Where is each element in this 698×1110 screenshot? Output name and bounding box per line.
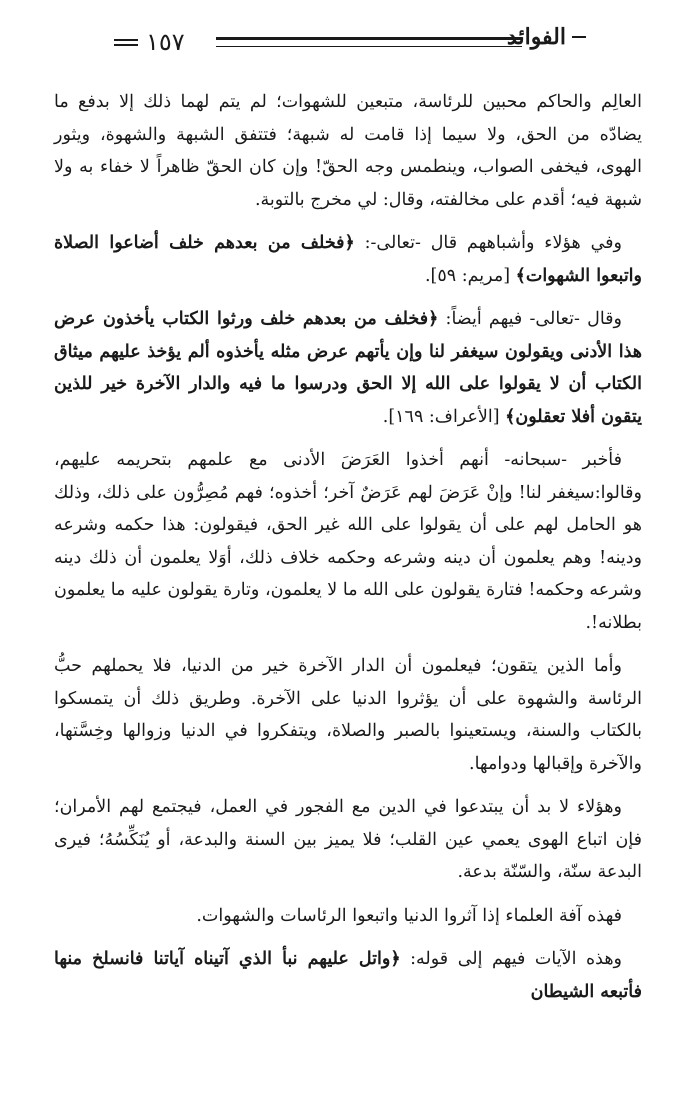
paragraph-text: وقال -تعالى- فيهم أيضاً: xyxy=(438,309,622,329)
paragraph xyxy=(54,444,642,639)
page-header xyxy=(54,0,642,64)
paragraph xyxy=(54,791,642,889)
paragraph-text: وفي هؤلاء وأشباههم قال -تعالى-: xyxy=(354,233,622,253)
page-body xyxy=(54,86,642,1019)
title-dash-ornament xyxy=(572,36,586,38)
quran-verse: ﴿فخلف من بعدهم خلف أضاعوا الصلاة واتبعوا الشهوات﴾ xyxy=(54,233,642,286)
paragraph-text: وأما الذين يتقون؛ فيعلمون أن الدار الآخرة خير من الدنيا، فلا يحملهم حبُّ الرئاسة والشهوة على أن يؤثروا الدنيا على الآخرة. وطريق ذلك أن يتمسكوا بالكتاب والسنة، ويستعينوا بالصبر والصلاة، ويتفكروا في الدنيا وزوالها وخِسَّتها، والآخرة وإقبالها ودوامها. xyxy=(54,656,642,774)
running-title-group xyxy=(507,26,586,48)
paragraph xyxy=(54,943,642,1008)
paragraph xyxy=(54,227,642,292)
paragraph-text: وهؤلاء لا بد أن يبتدعوا في الدين مع الفجور في العمل، فيجتمع لهم الأمران؛ فإن اتباع الهوى يعمي عين القلب؛ فلا يميز بين السنة والبدعة، أو يُنَكِّسُهُ؛ فيرى البدعة سنّة، والسّنّة بدعة. xyxy=(54,797,642,882)
page-number-group xyxy=(114,30,185,54)
paragraph-text: فهذه آفة العلماء إذا آثروا الدنيا واتبعوا الرئاسات والشهوات. xyxy=(196,905,622,926)
paragraph-text: [الأعراف: ١٦٩]. xyxy=(382,406,506,427)
paragraph-text: فأخبر -سبحانه- أنهم أخذوا العَرَضَ الأدنى مع علمهم بتحريمه عليهم، وقالوا:سيغفر لنا! وإنْ عَرَضَ لهم عَرَضٌ آخر؛ أخذوه؛ فهم مُصِرُّون على ذلك، وذلك هو الحامل لهم على أن يقولوا على الله غير الحق، فيقولون: هذا حكمه وشرعه ودينه! وهم يعلمون أن دينه وشرعه وحكمه خلاف ذلك، أوَلا يعلمون أن ذلك دينه وشرعه وحكمه! فتارة يقولون على الله ما لا يعلمون، وتارة يقولون عليه ما يعلمون بطلانه!. xyxy=(54,450,642,633)
quran-verse: ﴿واتل عليهم نبأ الذي آتيناه آياتنا فانسلخ منها فأتبعه الشيطان xyxy=(54,949,642,1002)
page-number: ١٥٧ xyxy=(146,28,185,56)
running-title: الفوائد xyxy=(506,24,566,50)
double-dash-ornament xyxy=(114,39,138,46)
paragraph xyxy=(54,900,642,933)
paragraph xyxy=(54,86,642,216)
quran-verse: ﴿فخلف من بعدهم خلف ورثوا الكتاب يأخذون عرض هذا الأدنى ويقولون سيغفر لنا وإن يأتهم عرض مثله يأخذوه ألم يؤخذ عليهم ميثاق الكتاب أن لا يقولوا على الله إلا الحق ودرسوا ما فيه والدار الآخرة خير للذين يتقون أفلا تعقلون﴾ xyxy=(54,309,642,427)
paragraph-text: العالِم والحاكم محبين للرئاسة، متبعين للشهوات؛ لم يتم لهما ذلك إلا بدفع ما يضادّه من الحق، ولا سيما إذا قامت له شبهة؛ فتتفق الشبهة والشهوة، ويثور الهوى، فيخفى الصواب، وينطمس وجه الحقّ! وإن كان الحقّ ظاهراً لا خفاء به ولا شبهة فيه؛ أقدم على مخالفته، وقال: لي مخرج بالتوبة. xyxy=(54,92,642,210)
paragraph xyxy=(54,650,642,780)
paragraph-text: [مريم: ٥٩]. xyxy=(424,265,516,286)
header-rule xyxy=(216,37,522,47)
paragraph-text: وهذه الآيات فيهم إلى قوله: xyxy=(400,949,622,969)
paragraph xyxy=(54,303,642,433)
